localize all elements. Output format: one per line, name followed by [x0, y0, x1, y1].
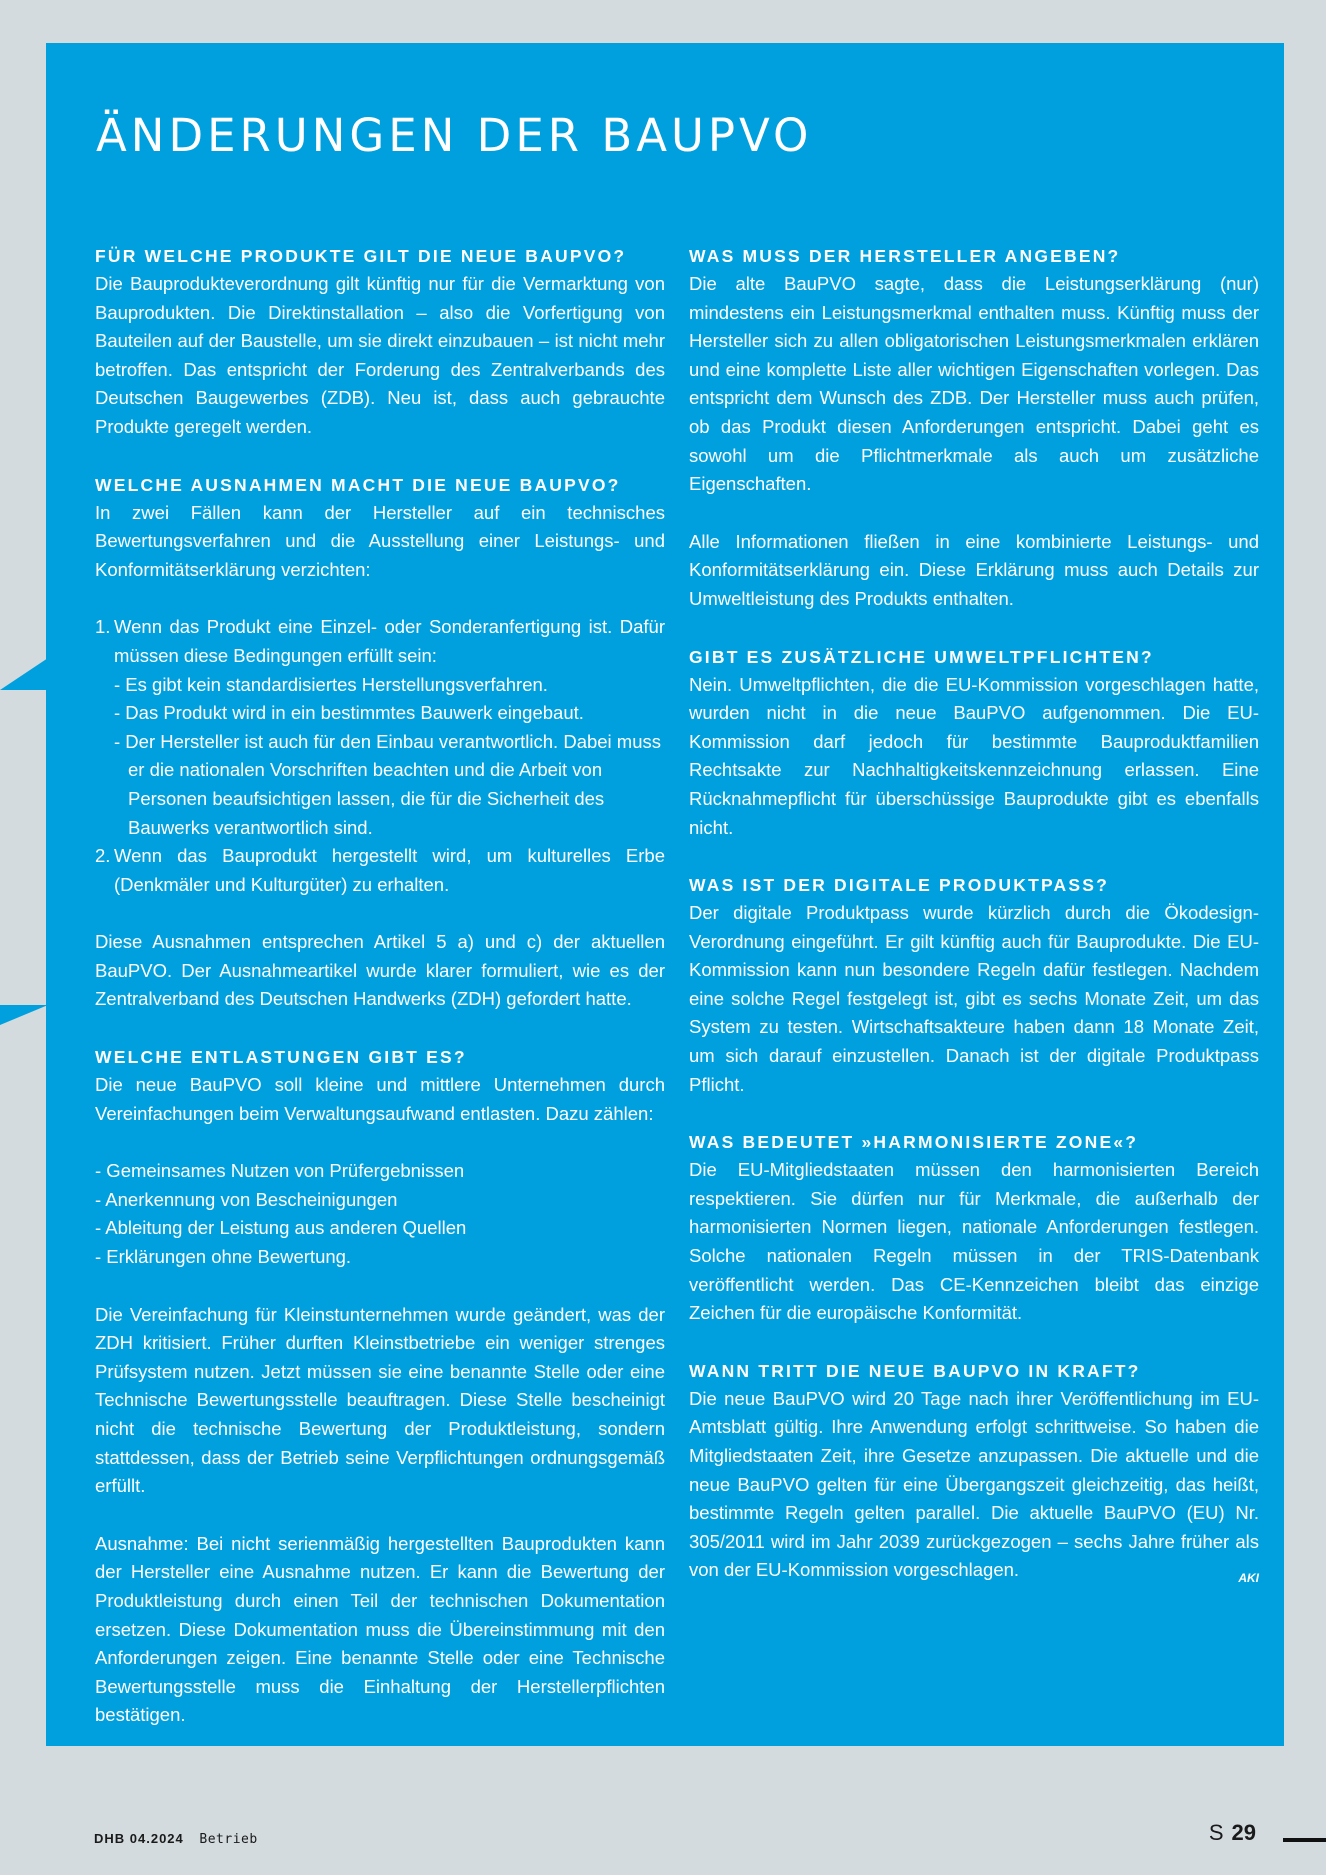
list-item: - Es gibt kein standardisiertes Herstellungsverfahren. — [114, 673, 548, 695]
list-number: 2. — [95, 845, 111, 867]
decorative-notch-top — [0, 658, 48, 690]
list-item: - Ableitung der Leistung aus anderen Quellen — [95, 1217, 467, 1239]
page-prefix: S — [1208, 1820, 1224, 1845]
section-heading-environment: GIBT ES ZUSÄTZLICHE UMWELTPFLICHTEN? — [689, 646, 1154, 667]
list-item — [95, 842, 665, 899]
paragraph: Diese Ausnahmen entsprechen Artikel 5 a) und c) der aktuellen BauPVO. Der Ausnahmeartikel wurde klarer formuliert, wie es der Zentralverband des Deutschen Handwerks (ZDH) gefordert hatte. — [95, 931, 665, 1010]
paragraph: Die Vereinfachung für Kleinstunternehmen wurde geändert, was der ZDH kritisiert. Früher durften Kleinstbetriebe ein weniger strenges Prüfsystem nutzen. Jetzt müssen sie eine benannte Stelle oder eine Technische Bewertungsstelle beauftragen. Diese Stelle bescheinigt nicht die technische Bewertung der Produktleistung, sondern stattdessen, dass der Betrieb seine Verpflichtungen ordnungsgemäß erfüllt. — [95, 1303, 665, 1497]
page-title: ÄNDERUNGEN DER BAUPVO — [96, 109, 813, 162]
list-item: - Gemeinsames Nutzen von Prüfergebnissen — [95, 1160, 465, 1182]
decorative-notch-bottom — [0, 1005, 48, 1025]
conditions-list — [114, 671, 665, 843]
author-initials: AKI — [1238, 1571, 1259, 1586]
list-item-text: Wenn das Produkt eine Einzel- oder Sonderanfertigung ist. Dafür müssen diese Bedingungen erfüllt sein: — [114, 616, 665, 666]
section-heading-product-pass: WAS IST DER DIGITALE PRODUKTPASS? — [689, 875, 1110, 896]
exceptions-list — [95, 613, 665, 899]
section-body-environment: Nein. Umweltpflichten, die die EU-Kommission vorgeschlagen hatte, wurden nicht in die neue BauPVO aufgenommen. Die EU-Kommission darf jedoch für bestimmte Bauproduktfamilien Rechtsakte zur Nachhaltigkeitskennzeichnung erlassen. Eine Rücknahmepflicht für überschüssige Bauprodukte gibt es ebenfalls nicht. — [689, 673, 1259, 838]
page-number-block — [1209, 1820, 1256, 1846]
section-heading-harmonized-zone: WAS BEDEUTET »HARMONISIERTE ZONE«? — [689, 1132, 1139, 1153]
left-column — [95, 242, 665, 1759]
section-heading-relief: WELCHE ENTLASTUNGEN GIBT ES? — [95, 1047, 467, 1068]
section-heading-exceptions: WELCHE AUSNAHMEN MACHT DIE NEUE BAUPVO? — [95, 474, 621, 495]
section-body-product-pass: Der digitale Produktpass wurde kürzlich durch die Ökodesign-Verordnung eingeführt. Er gilt künftig auch für Bauprodukte. Die EU-Kommission kann nun besondere Regeln dafür festlegen. Nachdem eine solche Regel festgelegt ist, gibt es sechs Monate Zeit, um das System zu testen. Wirtschaftsakteure haben dann 18 Monate Zeit, um sich darauf einzustellen. Danach ist der digitale Produktpass Pflicht. — [689, 902, 1259, 1095]
right-column — [689, 242, 1259, 1614]
list-number: 1. — [95, 616, 111, 638]
section-body-exceptions: In zwei Fällen kann der Hersteller auf ein technisches Bewertungsverfahren und die Ausstellung einer Leistungs- und Konformitätserklärung verzichten: — [95, 501, 665, 580]
section-name: Betrieb — [199, 1832, 258, 1847]
page-number: 29 — [1231, 1820, 1256, 1845]
list-item: - Der Hersteller ist auch für den Einbau verantwortlich. Dabei muss er die nationalen Vorschriften beachten und die Arbeit von Personen beaufsichtigen lassen, die für die Sicherheit des Bauwerks verantwortlich sind. — [114, 730, 662, 838]
footer-left — [94, 1831, 258, 1847]
relief-list — [95, 1157, 665, 1271]
section-heading-manufacturer: WAS MUSS DER HERSTELLER ANGEBEN? — [689, 246, 1121, 266]
section-body-products: Die Bauprodukteverordnung gilt künftig nur für die Vermarktung von Bauprodukten. Die Direktinstallation – also die Vorfertigung von Bauteilen auf der Baustelle, um sie direkt einzubauen – ist nicht mehr betroffen. Das entspricht der Forderung des Zentralverbands des Deutschen Baugewerbes (ZDB). Neu ist, dass auch gebrauchte Produkte geregelt werden. — [95, 273, 665, 437]
section-body-in-force — [689, 1385, 1259, 1585]
footer-rule — [1283, 1838, 1326, 1842]
in-force-text: Die neue BauPVO wird 20 Tage nach ihrer Veröffentlichung im EU-Amtsblatt gültig. Ihre Anwendung erfolgt schrittweise. So haben die Mitgliedstaaten Zeit, ihre Gesetze anzupassen. Die aktuelle und die neue BauPVO gelten für eine Übergangszeit gleichzeitig, das heißt, bestimmte Regeln gelten parallel. Die aktuelle BauPVO (EU) Nr. 305/2011 wird im Jahr 2039 zurückgezogen – sechs Jahre früher als von der EU-Kommission vorgeschlagen. — [689, 1387, 1259, 1581]
section-body-relief: Die neue BauPVO soll kleine und mittlere Unternehmen durch Vereinfachungen beim Verwaltungsaufwand entlasten. Dazu zählen: — [95, 1074, 665, 1124]
list-item: - Das Produkt wird in ein bestimmtes Bauwerk eingebaut. — [114, 702, 584, 724]
section-body-harmonized-zone: Die EU-Mitgliedstaaten müssen den harmonisierten Bereich respektieren. Sie dürfen nur für Merkmale, die außerhalb der harmonisierten Normen liegen, nationale Anforderungen festlegen. Solche nationalen Regeln müssen in der TRIS-Datenbank veröffentlicht werden. Das CE-Kennzeichen bleibt das einzige Zeichen für die europäische Konformität. — [689, 1159, 1259, 1324]
list-item: - Anerkennung von Bescheinigungen — [95, 1188, 398, 1210]
paragraph: Alle Informationen fließen in eine kombinierte Leistungs- und Konformitätserklärung ein. Diese Erklärung muss auch Details zur Umweltleistung des Produkts enthalten. — [689, 530, 1259, 609]
section-heading-in-force: WANN TRITT DIE NEUE BAUPVO IN KRAFT? — [689, 1360, 1141, 1381]
section-heading-products: FÜR WELCHE PRODUKTE GILT DIE NEUE BAUPVO? — [95, 246, 627, 266]
list-item: - Erklärungen ohne Bewertung. — [95, 1246, 352, 1268]
paragraph: Ausnahme: Bei nicht serienmäßig hergestellten Bauprodukten kann der Hersteller eine Ausnahme nutzen. Er kann die Bewertung der Produktleistung durch einen Teil der technischen Dokumentation ersetzen. Diese Dokumentation muss die Übereinstimmung mit den Anforderungen zeigen. Eine benannte Stelle oder eine Technische Bewertungsstelle muss die Einhaltung der Herstellerpflichten bestätigen. — [95, 1532, 665, 1726]
list-item-text: Wenn das Bauprodukt hergestellt wird, um kulturelles Erbe (Denkmäler und Kulturgüter) zu erhalten. — [114, 845, 665, 895]
magazine-issue: DHB 04.2024 — [94, 1831, 184, 1846]
content-panel — [46, 43, 1284, 1746]
list-item — [95, 613, 665, 842]
section-body-manufacturer: Die alte BauPVO sagte, dass die Leistungserklärung (nur) mindestens ein Leistungsmerkmal enthalten muss. Künftig muss der Hersteller sich zu allen obligatorischen Leistungsmerkmalen erklären und eine komplette Liste aller wichtigen Eigenschaften vorlegen. Das entspricht dem Wunsch des ZDB. Der Hersteller muss auch prüfen, ob das Produkt diesen Anforderungen entspricht. Dabei geht es sowohl um die Pflichtmerkmale als auch um zusätzliche Eigenschaften. — [689, 273, 1259, 495]
